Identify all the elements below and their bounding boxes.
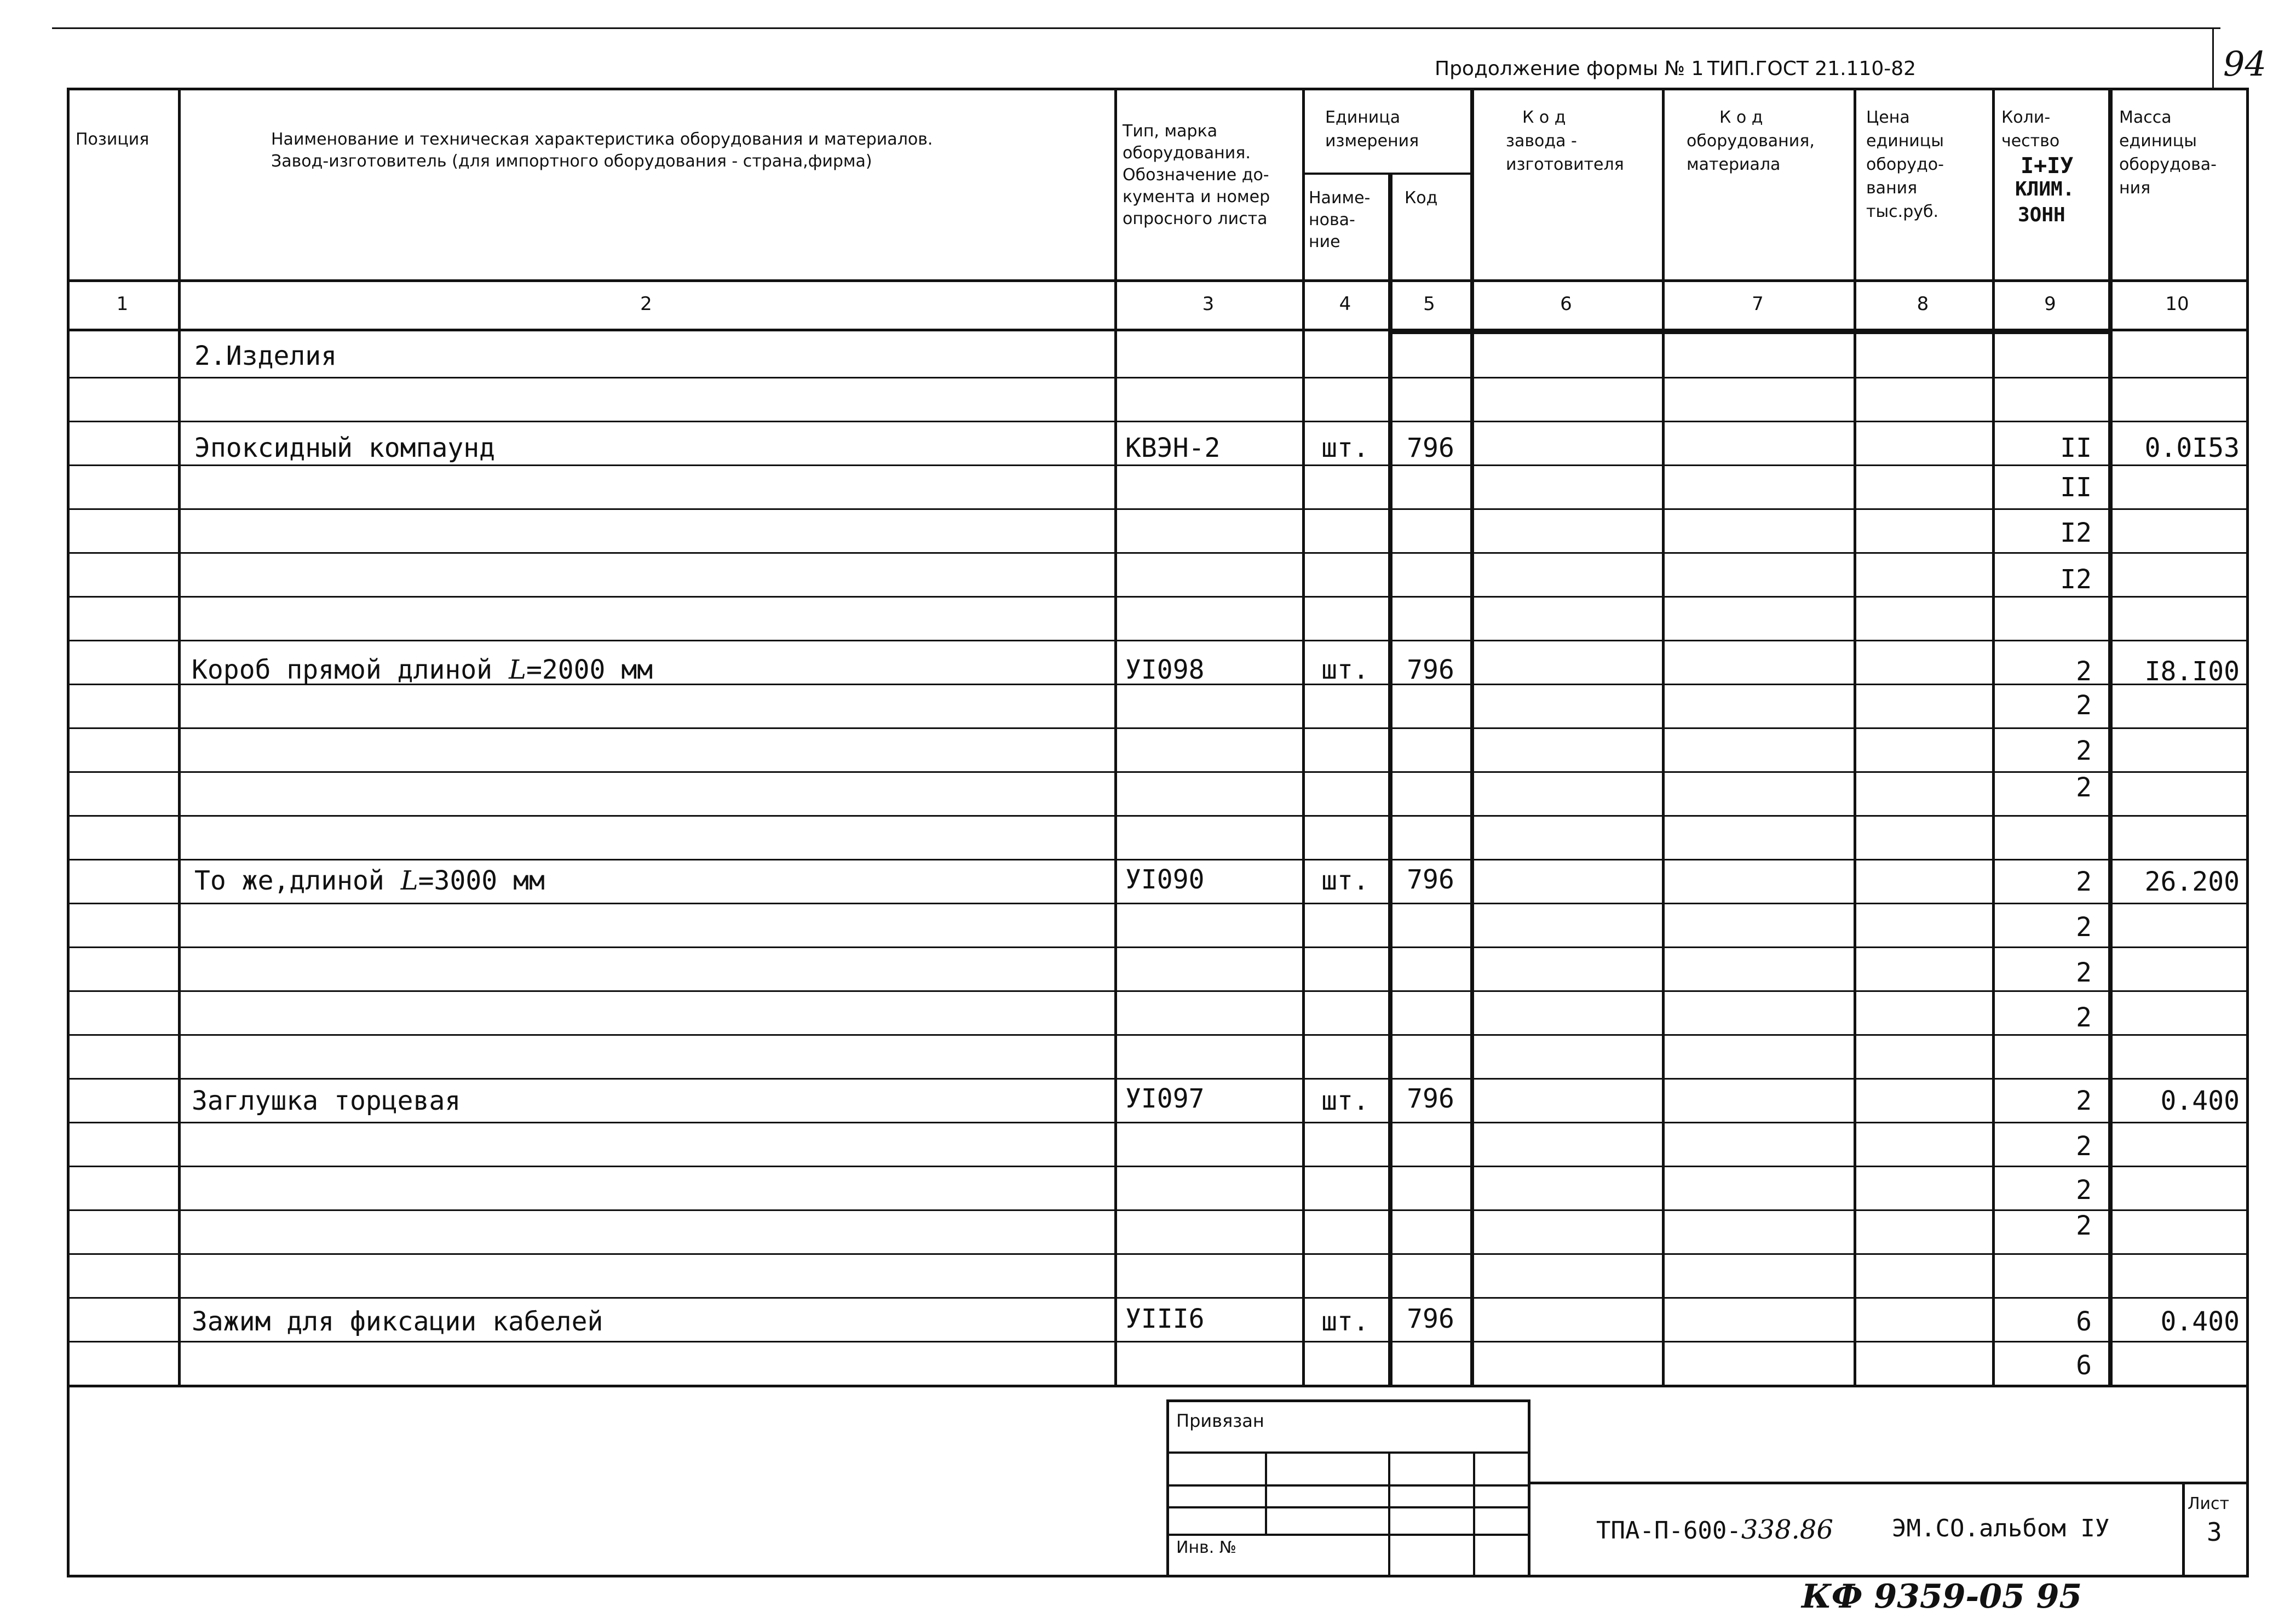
col-line-2 xyxy=(1114,88,1117,1386)
row-line xyxy=(67,1341,2249,1342)
doc-block-top xyxy=(1528,1482,2248,1484)
col-line-6 xyxy=(1662,88,1665,1386)
item-qty: 2 xyxy=(2076,656,2092,687)
header-unit-code: Код xyxy=(1405,188,1438,208)
header-name-line2: Завод-изготовитель (для импортного оборудования - страна,фирма) xyxy=(271,152,872,171)
header-type-2: оборудования. xyxy=(1123,144,1251,163)
stamp-col xyxy=(1265,1451,1267,1534)
item-unit-code: 796 xyxy=(1407,433,1454,463)
col-line-3 xyxy=(1302,88,1305,1386)
col-number-2: 2 xyxy=(640,293,652,315)
item-qty: 2 xyxy=(2076,736,2092,766)
col-line-4 xyxy=(1388,173,1392,1386)
item-qty: 6 xyxy=(2076,1350,2092,1381)
item-unit-code: 796 xyxy=(1407,864,1454,895)
item-qty: I2 xyxy=(2060,518,2092,548)
item-unit: шт. xyxy=(1321,655,1369,685)
item-unit: шт. xyxy=(1321,1306,1369,1337)
row-line xyxy=(67,377,2249,378)
col-line-5 xyxy=(1470,88,1474,1386)
item-mass: I8.I00 xyxy=(2144,656,2240,687)
item-mass: 0.400 xyxy=(2160,1086,2240,1116)
header-type-5: опросного листа xyxy=(1123,209,1268,228)
sheet-number: 3 xyxy=(2207,1517,2222,1547)
item-name: Зажим для фиксации кабелей xyxy=(192,1306,603,1337)
stamp-col xyxy=(1388,1451,1390,1575)
stamp-inv: Инв. № xyxy=(1176,1538,1237,1557)
row-line xyxy=(67,596,2249,598)
item-qty: 2 xyxy=(2076,867,2092,897)
row-line xyxy=(67,1166,2249,1167)
row-line xyxy=(67,464,2249,466)
header-type-4: кумента и номер xyxy=(1123,187,1270,206)
item-unit: шт. xyxy=(1321,865,1369,896)
col-number-5: 5 xyxy=(1423,293,1435,315)
row-line xyxy=(67,552,2249,554)
row-line xyxy=(67,1122,2249,1123)
header-mass-3: оборудова- xyxy=(2119,155,2217,174)
header-mass-1: Масса xyxy=(2119,108,2172,127)
item-name: То же,длиной L=3000 мм xyxy=(194,865,545,896)
item-qty: 2 xyxy=(2076,957,2092,988)
header-type-3: Обозначение до- xyxy=(1123,165,1269,185)
row-line xyxy=(67,640,2249,641)
stamp-row xyxy=(1166,1534,1530,1536)
item-qty: 2 xyxy=(2076,1210,2092,1241)
item-mass: 26.200 xyxy=(2144,867,2240,897)
header-mass-2: единицы xyxy=(2119,131,2197,151)
sheet-divider xyxy=(2182,1482,2185,1575)
item-unit: шт. xyxy=(1321,1086,1369,1116)
col-line-7 xyxy=(1854,88,1856,1386)
row-line xyxy=(67,903,2249,904)
header-price-5: тыс.руб. xyxy=(1866,202,1939,221)
item-type: УI090 xyxy=(1125,864,1205,895)
item-unit-code: 796 xyxy=(1407,1083,1454,1114)
row-line xyxy=(67,421,2249,422)
continuation-label: Продолжение формы № 1 xyxy=(1435,58,1704,80)
archive-stamp: КФ 9359-05 95 xyxy=(1802,1577,2082,1616)
row-line xyxy=(67,1297,2249,1299)
col-number-1: 1 xyxy=(116,293,129,315)
bold-column-top xyxy=(1388,330,2111,334)
page-number-divider xyxy=(2212,27,2214,88)
item-mass: 0.0I53 xyxy=(2144,433,2240,463)
header-position: Позиция xyxy=(76,130,149,149)
header-qty-1: Коли- xyxy=(2001,108,2051,127)
header-factory-1: К о д xyxy=(1522,108,1566,127)
col-number-10: 10 xyxy=(2165,293,2189,315)
doc-album: ЭМ.СО.альбом IУ xyxy=(1892,1514,2110,1542)
page-number: 94 xyxy=(2223,44,2266,84)
item-name: Эпоксидный компаунд xyxy=(194,433,496,463)
item-qty: 2 xyxy=(2076,1002,2092,1033)
row-line xyxy=(67,1078,2249,1080)
item-qty: 2 xyxy=(2076,912,2092,943)
header-type-1: Тип, марка xyxy=(1123,122,1218,141)
header-qty-3: I+IУ xyxy=(2021,153,2074,179)
header-qty-5: ЗОНН xyxy=(2018,204,2065,226)
stamp-col xyxy=(1473,1451,1475,1575)
item-qty: 2 xyxy=(2076,1131,2092,1162)
item-qty: 2 xyxy=(2076,772,2092,803)
col-number-4: 4 xyxy=(1339,293,1351,315)
row-line xyxy=(67,859,2249,860)
row-line xyxy=(67,1253,2249,1255)
row-line xyxy=(67,1209,2249,1211)
col-line-9 xyxy=(2108,88,2113,1386)
stamp-row xyxy=(1166,1484,1530,1487)
item-unit: шт. xyxy=(1321,433,1369,463)
table-top xyxy=(67,88,2249,90)
stamp-left xyxy=(1166,1399,1169,1575)
length-symbol: L xyxy=(509,655,526,685)
item-name: Короб прямой длиной L=2000 мм xyxy=(192,655,653,685)
col-line-1 xyxy=(178,88,181,1386)
col-number-8: 8 xyxy=(1917,293,1929,315)
header-unit-2: измерения xyxy=(1325,131,1419,151)
header-unit-name-3: ние xyxy=(1309,232,1340,251)
stamp-row xyxy=(1166,1506,1530,1508)
header-price-3: оборудо- xyxy=(1866,155,1944,174)
row-line xyxy=(67,727,2249,729)
item-type: КВЭН-2 xyxy=(1125,433,1221,463)
header-qty-2: чество xyxy=(2001,131,2060,151)
item-qty: II xyxy=(2060,472,2092,503)
header-name-line1: Наименование и техническая характеристика оборудования и материалов. xyxy=(271,130,933,149)
frame-right xyxy=(2246,88,2249,1577)
item-qty: II xyxy=(2060,433,2092,463)
row-line xyxy=(67,990,2249,992)
col-number-3: 3 xyxy=(1202,293,1215,315)
item-type: УI098 xyxy=(1125,655,1205,685)
unit-header-split xyxy=(1302,173,1472,175)
item-qty: 2 xyxy=(2076,1086,2092,1116)
header-unit-name-2: нова- xyxy=(1309,210,1355,229)
col-number-6: 6 xyxy=(1560,293,1572,315)
table-body-bottom xyxy=(67,1385,2249,1387)
row-line xyxy=(67,946,2249,948)
doc-designation: ТПА-П-600-338.86 xyxy=(1596,1514,1833,1545)
item-unit-code: 796 xyxy=(1407,1304,1454,1334)
header-equip-2: оборудования, xyxy=(1687,131,1815,151)
item-mass: 0.400 xyxy=(2160,1306,2240,1337)
item-type: УIII6 xyxy=(1125,1304,1205,1334)
item-type: УI097 xyxy=(1125,1083,1205,1114)
header-price-4: вания xyxy=(1866,179,1918,198)
item-qty: 2 xyxy=(2076,690,2092,721)
length-symbol: L xyxy=(400,865,418,896)
header-qty-4: КЛИМ. xyxy=(2015,178,2075,200)
item-name: Заглушка торцевая xyxy=(192,1086,461,1116)
item-qty: 6 xyxy=(2076,1306,2092,1337)
header-factory-3: изготовителя xyxy=(1506,155,1624,174)
header-price-2: единицы xyxy=(1866,131,1944,151)
row-line xyxy=(67,1034,2249,1036)
header-equip-3: материала xyxy=(1687,155,1781,174)
item-qty: I2 xyxy=(2060,564,2092,595)
header-equip-1: К о д xyxy=(1719,108,1763,127)
header-bottom xyxy=(67,279,2249,282)
stamp-privyazan: Привязан xyxy=(1176,1410,1264,1431)
row-line xyxy=(67,815,2249,817)
standard-label: ТИП.ГОСТ 21.110-82 xyxy=(1707,58,1917,80)
row-line xyxy=(67,771,2249,773)
row-line xyxy=(67,508,2249,510)
col-number-7: 7 xyxy=(1752,293,1764,315)
stamp-top xyxy=(1166,1399,1530,1402)
header-factory-2: завода - xyxy=(1506,131,1577,151)
header-unit-1: Единица xyxy=(1325,108,1401,127)
item-unit-code: 796 xyxy=(1407,655,1454,685)
item-qty: 2 xyxy=(2076,1175,2092,1206)
header-unit-name-1: Наиме- xyxy=(1309,188,1371,208)
section-title: 2.Изделия xyxy=(194,341,337,371)
header-mass-4: ния xyxy=(2119,179,2151,198)
stamp-row xyxy=(1166,1451,1530,1454)
sheet-label: Лист xyxy=(2188,1494,2230,1513)
header-price-1: Цена xyxy=(1866,108,1910,127)
top-rule xyxy=(52,27,2220,29)
stamp-right-inner xyxy=(1528,1399,1530,1575)
col-number-9: 9 xyxy=(2044,293,2056,315)
